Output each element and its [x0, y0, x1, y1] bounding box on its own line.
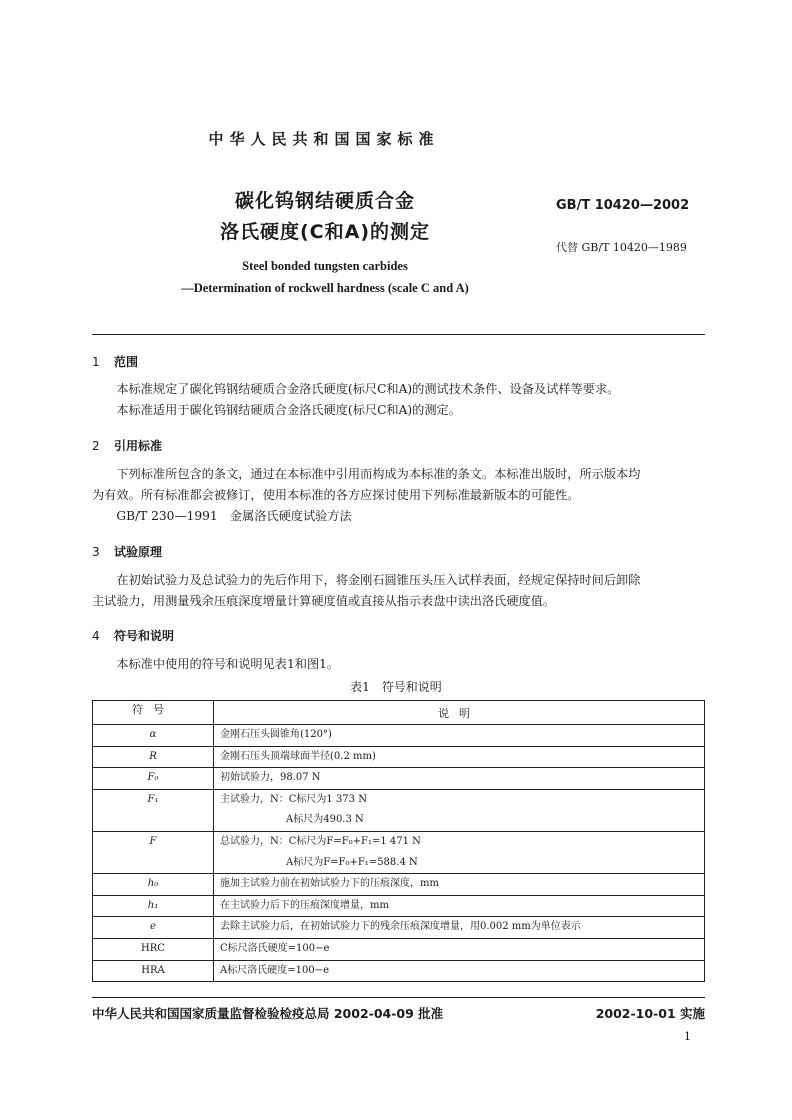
- section-number: 1: [92, 355, 100, 369]
- table-body: [93, 725, 705, 982]
- section-title: 符号和说明: [114, 629, 175, 643]
- section-title: 引用标准: [114, 439, 163, 453]
- description-cell: [214, 725, 705, 747]
- symbol-cell: [93, 960, 214, 982]
- description-text: 金刚石压头圆锥角(120°): [220, 729, 332, 740]
- description-text: C标尺洛氏硬度=100−e: [220, 942, 330, 954]
- symbol-text: h₁: [147, 899, 159, 911]
- symbol-cell: [93, 874, 214, 896]
- description-text: 施加主试验力前在初始试验力下的压痕深度，mm: [220, 878, 439, 890]
- table-row: [93, 895, 705, 917]
- table-row: [93, 746, 705, 768]
- footer-divider: [92, 997, 705, 998]
- page-number: 1: [684, 1030, 691, 1043]
- title-chinese-line-2: 洛氏硬度(C和A)的测定: [219, 221, 431, 243]
- title-chinese-line-1: 碳化钨钢结硬质合金: [234, 190, 415, 212]
- table-row: [93, 960, 705, 982]
- table-row: [93, 938, 705, 960]
- table-caption: 表1 符号和说明: [350, 680, 442, 694]
- paragraph-line: 为有效。所有标准都会被修订，使用本标准的各方应探讨使用下列标准最新版本的可能性。: [92, 488, 580, 502]
- symbol-cell: [93, 917, 214, 939]
- header-description: 说明: [214, 701, 705, 725]
- section-4-heading: [92, 627, 174, 644]
- description-cell: [214, 789, 705, 831]
- paragraph-line: 本标准适用于碳化钨钢结硬质合金洛氏硬度(标尺C和A)的测定。: [92, 403, 461, 417]
- table-row: [93, 917, 705, 939]
- symbol-cell: [93, 895, 214, 917]
- header-divider: [92, 334, 705, 335]
- paragraph-line: 本标准中使用的符号和说明见表1和图1。: [92, 657, 340, 671]
- title-english-line-2: —Determination of rockwell hardness (scale C and A): [181, 281, 469, 295]
- section-1-heading: [92, 353, 138, 370]
- symbol-cell: [93, 938, 214, 960]
- description-cell: [214, 746, 705, 768]
- symbol-text: HRC: [141, 942, 165, 954]
- section-1-paragraph: [92, 379, 619, 421]
- effective-date: 2002-10-01 实施: [595, 1006, 705, 1021]
- symbols-table: [92, 700, 705, 982]
- paragraph-line: 在初始试验力及总试验力的先后作用下，将金刚石圆锥压头压入试样表面，经规定保持时间后卸除: [92, 573, 641, 587]
- description-text: A标尺为F=F₀+F₁=588.4 N: [286, 856, 418, 868]
- table-row: [93, 725, 705, 747]
- title-english-line-1: Steel bonded tungsten carbides: [242, 259, 408, 273]
- section-title: 范围: [114, 355, 139, 369]
- description-text: 去除主试验力后，在初始试验力下的残余压痕深度增量，用0.002 mm为单位表示: [220, 921, 581, 933]
- section-number: 4: [92, 629, 100, 643]
- symbol-text: R: [149, 750, 157, 762]
- section-3-paragraph: [92, 570, 640, 612]
- section-3-heading: [92, 543, 162, 560]
- table-row: [93, 789, 705, 831]
- table-row: [93, 768, 705, 790]
- symbol-cell: [93, 831, 214, 873]
- description-cell: [214, 960, 705, 982]
- description-cell: [214, 831, 705, 873]
- symbol-text: HRA: [141, 964, 165, 976]
- description-text: A标尺洛氏硬度=100−e: [220, 964, 329, 976]
- section-2-heading: [92, 437, 162, 454]
- symbol-text: α: [149, 729, 157, 740]
- header-symbol: 符号: [93, 701, 214, 725]
- section-number: 2: [92, 439, 100, 453]
- symbol-text: F₁: [147, 793, 159, 805]
- description-text: 初始试验力，98.07 N: [220, 772, 321, 784]
- table-header-row: [93, 701, 705, 725]
- description-text: A标尺为490.3 N: [286, 814, 364, 826]
- symbol-text: h₀: [147, 878, 159, 890]
- symbol-cell: [93, 725, 214, 747]
- table-row: [93, 831, 705, 873]
- section-2-paragraph: [92, 464, 640, 527]
- section-title: 试验原理: [114, 545, 163, 559]
- paragraph-line: 主试验力，用测量残余压痕深度增量计算硬度值或直接从指示表盘中读出洛氏硬度值。: [92, 594, 556, 608]
- description-cell: [214, 917, 705, 939]
- description-cell: [214, 895, 705, 917]
- symbol-text: F₀: [147, 772, 159, 784]
- paragraph-line: 下列标准所包含的条文，通过在本标准中引用而构成为本标准的条文。本标准出版时，所示版本均: [92, 467, 641, 481]
- section-4-paragraph: [92, 654, 339, 675]
- description-text: 金刚石压头顶端球面半径(0.2 mm): [220, 750, 376, 762]
- symbol-text: F: [149, 835, 157, 847]
- description-text: 主试验力，N：C标尺为1 373 N: [220, 793, 367, 805]
- referenced-standard: GB/T 230—1991 金属洛氏硬度试验方法: [92, 509, 352, 523]
- standard-number: GB/T 10420—2002: [556, 198, 690, 213]
- symbol-cell: [93, 768, 214, 790]
- symbol-cell: [93, 746, 214, 768]
- description-text: 在主试验力后下的压痕深度增量，mm: [220, 899, 389, 911]
- description-cell: [214, 874, 705, 896]
- replaces-standard: 代替 GB/T 10420—1989: [556, 241, 687, 254]
- section-number: 3: [92, 545, 100, 559]
- table-row: [93, 874, 705, 896]
- paragraph-line: 本标准规定了碳化钨钢结硬质合金洛氏硬度(标尺C和A)的测试技术条件、设备及试样等要求。: [92, 382, 620, 396]
- approval-line: 中华人民共和国国家质量监督检验检疫总局 2002-04-09 批准: [92, 1006, 444, 1021]
- description-text: 总试验力，N：C标尺为F=F₀+F₁=1 471 N: [220, 835, 421, 847]
- symbol-cell: [93, 789, 214, 831]
- description-cell: [214, 938, 705, 960]
- description-cell: [214, 768, 705, 790]
- national-standard-title: 中华人民共和国国家标准: [208, 130, 440, 148]
- symbol-text: e: [150, 921, 156, 933]
